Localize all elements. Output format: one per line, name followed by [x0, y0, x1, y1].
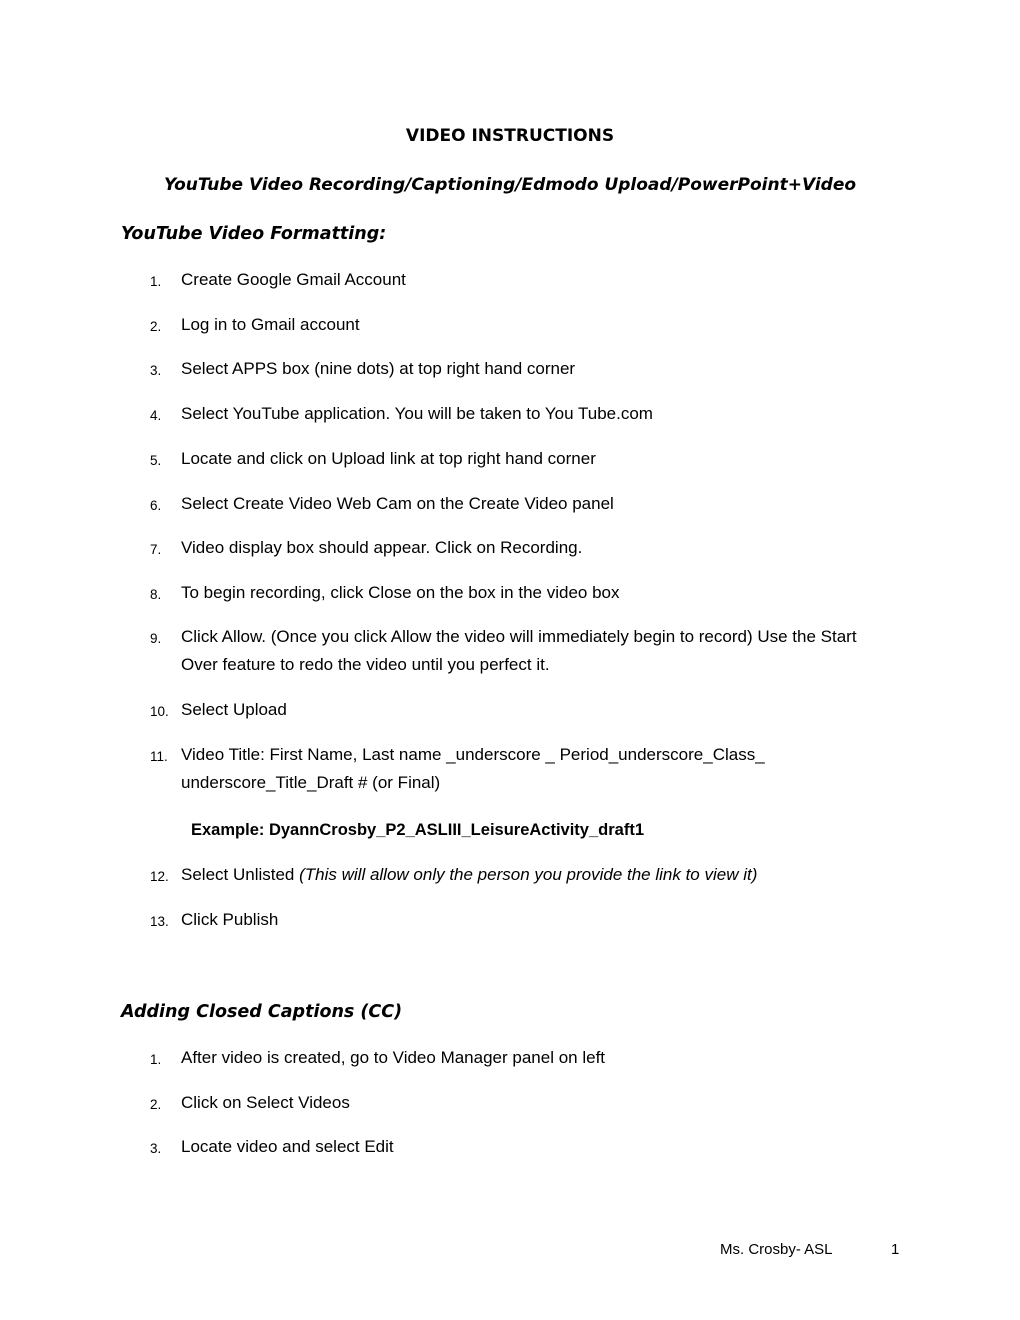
list-item-text: Video Title: First Name, Last name _underscore _ Period_underscore_Class_ underscore_Title_Draft # (or Final): [181, 745, 765, 792]
list-item-number: 6.: [150, 498, 162, 513]
list-item-number: 12.: [150, 869, 169, 884]
list-item-number: 13.: [150, 914, 169, 929]
document-title: VIDEO INSTRUCTIONS: [405, 126, 615, 146]
list-item-text: [181, 861, 891, 889]
list-item-number: 1.: [150, 274, 162, 289]
list-item-number: 10.: [150, 704, 169, 719]
list-item-text: Select Upload: [181, 700, 287, 719]
section-heading-closed-captions: Adding Closed Captions (CC): [121, 1002, 403, 1022]
list-item-number: 11.: [150, 749, 168, 764]
list-item-text: Click on Select Videos: [181, 1093, 350, 1112]
list-item-number: 8.: [150, 587, 162, 602]
list-item-text: Log in to Gmail account: [181, 315, 360, 334]
list-item-text: Video display box should appear. Click on Recording.: [181, 538, 583, 557]
example-filename: Example: DyannCrosby_P2_ASLIII_LeisureActivity_draft1: [191, 821, 645, 839]
list-item-number: 1.: [150, 1052, 162, 1067]
section-heading-youtube-formatting: YouTube Video Formatting:: [121, 224, 387, 244]
page-number: 1: [891, 1241, 900, 1258]
list-item-number: 3.: [150, 363, 162, 378]
list-item-text: Select APPS box (nine dots) at top right hand corner: [181, 359, 576, 378]
list-item-number: 5.: [150, 453, 162, 468]
list-item-text: To begin recording, click Close on the box in the video box: [181, 583, 620, 602]
document-subtitle: YouTube Video Recording/Captioning/Edmodo Upload/PowerPoint+Video: [163, 175, 857, 195]
list-item-text: Select YouTube application. You will be taken to You Tube.com: [181, 404, 653, 423]
list-item-number: 9.: [150, 631, 162, 646]
list-item-number: 3.: [150, 1141, 162, 1156]
footer-author: Ms. Crosby- ASL: [720, 1241, 833, 1258]
list-item-number: 2.: [150, 1097, 162, 1112]
list-item-text: Locate and click on Upload link at top right hand corner: [181, 449, 596, 468]
list-item-text: Click Publish: [181, 910, 279, 929]
list-item-text: Click Allow. (Once you click Allow the video will immediately begin to record) Use the Start Over feature to redo the video until you perfect it.: [181, 627, 857, 674]
list-item-text: Create Google Gmail Account: [181, 270, 406, 289]
list-item-text-main: Select Unlisted: [181, 865, 300, 884]
list-item-number: 4.: [150, 408, 162, 423]
list-item-number: 2.: [150, 319, 162, 334]
list-item-number: 7.: [150, 542, 162, 557]
list-item-text: Locate video and select Edit: [181, 1137, 394, 1156]
list-item-text: Select Create Video Web Cam on the Create Video panel: [181, 494, 614, 513]
list-item-text: After video is created, go to Video Manager panel on left: [181, 1048, 606, 1067]
list-item-note: (This will allow only the person you provide the link to view it): [299, 865, 758, 884]
